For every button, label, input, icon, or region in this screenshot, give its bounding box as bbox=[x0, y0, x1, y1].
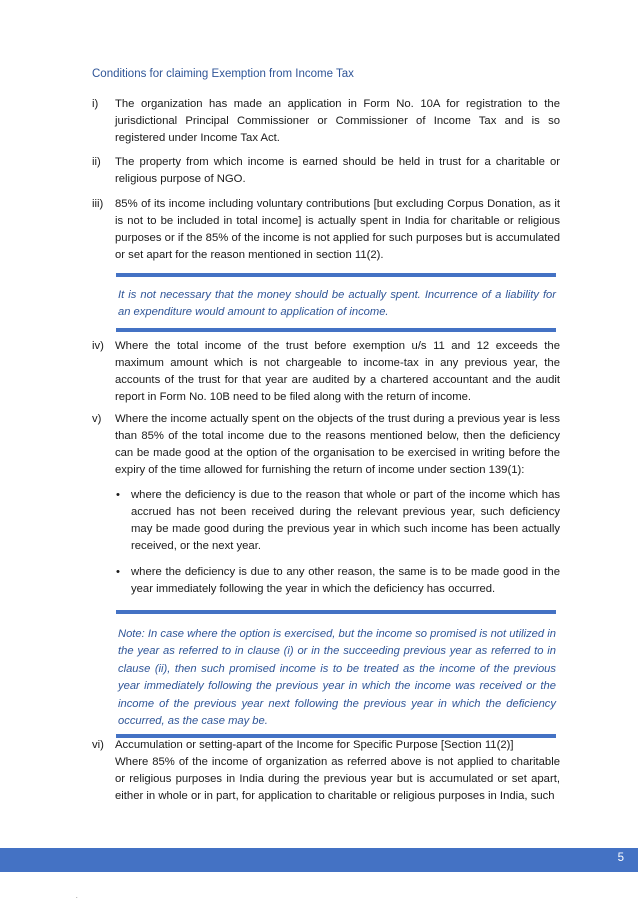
note-box-1 bbox=[116, 273, 556, 332]
note-bottom-rule bbox=[116, 328, 556, 332]
item-text: 85% of its income including voluntary contributions [but excluding Corpus Donation, as it is not to be included in total income] is actually spent in India for charitable or religious purposes or if the 85% of the income is not applied for such purposes but is accumulated or set apart for the reason mentioned in section 11(2). bbox=[115, 198, 560, 261]
note-text: Note: In case where the option is exercised, but the income so promised is not utilized in the year as referred to in clause (i) or in the succeeding previous year as referred to in clause (ii), then such promised income is to be treated as the income of the previous year immediately following the previous year in which the income was received or the income of the previous year next following the previous year in which the deficiency occurred, as the case may be. bbox=[118, 628, 556, 728]
condition-item-5 bbox=[92, 411, 560, 479]
section-heading: Conditions for claiming Exemption from Income Tax bbox=[92, 68, 354, 80]
footer-mark: . bbox=[76, 894, 78, 900]
note-box-2 bbox=[116, 610, 556, 738]
page-number: 5 bbox=[617, 852, 624, 864]
bullet-text: where the deficiency is due to any other reason, the same is to be made good in the year immediately following the year in which the deficiency has occurred. bbox=[131, 566, 560, 595]
bullet-text: where the deficiency is due to the reason that whole or part of the income which has accrued has not been received during the relevant previous year, such deficiency may be made good during the previous year in which such income has been actually received, or the next year. bbox=[131, 489, 560, 552]
item-text: Where the income actually spent on the objects of the trust during a previous year is less than 85% of the total income due to the reasons mentioned below, then the deficiency can be made good at the option of the organisation to be exercised in writing before the expiry of the time allowed for furnishing the return of income under section 139(1): bbox=[115, 413, 560, 476]
note-top-rule bbox=[116, 273, 556, 277]
item-number: iii) bbox=[92, 198, 104, 210]
note-text: It is not necessary that the money should be actually spent. Incurrence of a liability for an expenditure would amount to application of income. bbox=[118, 289, 556, 319]
condition-item-6 bbox=[92, 737, 560, 805]
condition-item-3 bbox=[92, 196, 560, 264]
condition-item-2 bbox=[92, 154, 560, 188]
condition-item-1 bbox=[92, 96, 560, 147]
item-number: vi) bbox=[92, 739, 104, 751]
item-text: Where 85% of the income of organization as referred above is not applied to charitable or religious purposes in India during the previous year but is accumulated or set apart, either in whole or in part, for application to charitable or religious purposes in India, such bbox=[115, 756, 560, 802]
bullet-icon: • bbox=[116, 566, 120, 578]
bullet-item-2 bbox=[116, 564, 560, 598]
item-number: i) bbox=[92, 98, 99, 110]
item-text: Where the total income of the trust before exemption u/s 11 and 12 exceeds the maximum amount which is not chargeable to income-tax in any previous year, the accounts of the trust for that year are audited by a chartered accountant and the audit report in Form No. 10B need to be filed along with the return of income. bbox=[115, 340, 560, 403]
item-title: Accumulation or setting-apart of the Income for Specific Purpose [Section 11(2)] bbox=[115, 739, 514, 751]
item-number: iv) bbox=[92, 340, 104, 352]
item-number: v) bbox=[92, 413, 102, 425]
page-footer-bar bbox=[0, 848, 638, 872]
condition-item-4 bbox=[92, 338, 560, 406]
bullet-icon: • bbox=[116, 489, 120, 501]
item-content bbox=[115, 737, 560, 805]
item-text: The organization has made an application in Form No. 10A for registration to the jurisdictional Principal Commissioner or Commissioner of Income Tax and is so registered under Income Tax Act. bbox=[115, 98, 560, 144]
note-top-rule bbox=[116, 610, 556, 614]
bullet-item-1 bbox=[116, 487, 560, 555]
item-number: ii) bbox=[92, 156, 101, 168]
item-text: The property from which income is earned should be held in trust for a charitable or religious purpose of NGO. bbox=[115, 156, 560, 185]
